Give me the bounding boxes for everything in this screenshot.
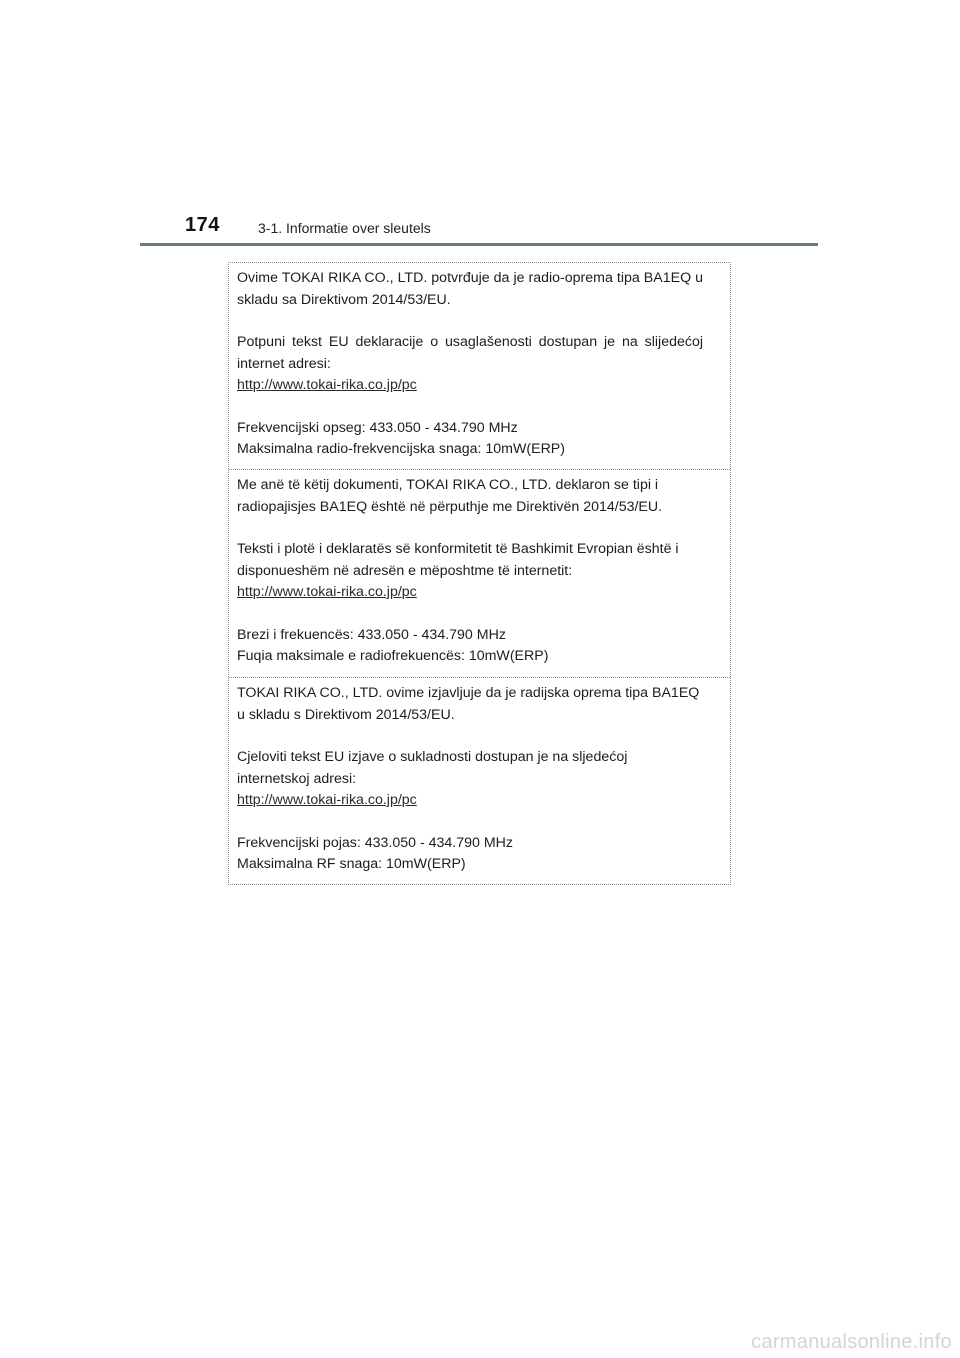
declaration-availability: Teksti i plotë i deklaratës së konformitetit të Bashkimit Evropian është i disponueshëm në adresën e mëposhtme të internetit: — [237, 541, 679, 579]
declaration-box — [228, 262, 731, 885]
max-power: Fuqia maksimale e radiofrekuencës: 10mW(ERP) — [237, 648, 549, 664]
max-power: Maksimalna RF snaga: 10mW(ERP) — [237, 856, 466, 872]
watermark: carmanualsonline.info — [751, 1331, 952, 1353]
header-divider — [140, 243, 818, 246]
declaration-link[interactable]: http://www.tokai-rika.co.jp/pc — [237, 377, 417, 393]
declaration-section-bosnian — [229, 263, 730, 469]
declaration-availability: Cjeloviti tekst EU izjave o sukladnosti dostupan je na sljedećoj internetskoj adresi: — [237, 749, 628, 787]
declaration-link[interactable]: http://www.tokai-rika.co.jp/pc — [237, 584, 417, 600]
frequency-range: Brezi i frekuencës: 433.050 - 434.790 MHz — [237, 626, 506, 643]
declaration-section-albanian — [229, 469, 730, 677]
frequency-range: Frekvencijski pojas: 433.050 - 434.790 MHz — [237, 834, 514, 851]
declaration-statement: TOKAI RIKA CO., LTD. ovime izjavljuje da je radijska oprema tipa BA1EQ u skladu s Direktivom 2014/53/EU. — [237, 685, 700, 723]
page-number: 174 — [185, 214, 220, 236]
section-title: 3-1. Informatie over sleutels — [258, 220, 431, 236]
declaration-statement: Me anë të këtij dokumenti, TOKAI RIKA CO., LTD. deklaron se tipi i radiopajisjes BA1EQ është në përputhje me Direktivën 2014/53/EU. — [237, 477, 663, 515]
declaration-availability: Potpuni tekst EU deklaracije o usaglašenosti dostupan je na slijedećoj internet adresi: — [237, 334, 703, 372]
declaration-statement: Ovime TOKAI RIKA CO., LTD. potvrđuje da je radio-oprema tipa BA1EQ u skladu sa Direktivom 2014/53/EU. — [237, 270, 703, 308]
declaration-section-croatian — [229, 677, 730, 884]
max-power: Maksimalna radio-frekvencijska snaga: 10mW(ERP) — [237, 441, 565, 457]
declaration-link[interactable]: http://www.tokai-rika.co.jp/pc — [237, 792, 417, 808]
page-header — [0, 0, 960, 250]
frequency-range: Frekvencijski opseg: 433.050 - 434.790 MHz — [237, 419, 518, 436]
